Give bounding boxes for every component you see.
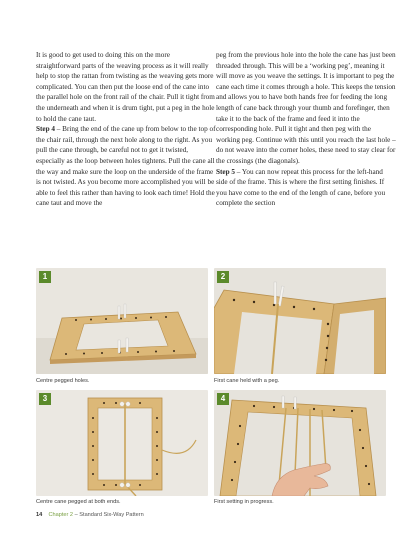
figure-number-badge: 4 xyxy=(217,393,229,405)
figure-4-caption: First setting in progress. xyxy=(214,499,274,505)
paragraph: peg from the previous hole into the hole the cane has just been threaded through. This will be a ‘working peg’, meaning it will move as you weave the settings. It is important to peg the cane each time it comes through a hole. This keeps the tension and allows you to have both hands free for feeding the long length of cane back through your thumb and forefinger, then take it to the back of the frame and feed it into the corresponding hole. Pull it tight and then peg with the working peg. Continue with this until you reach the last hole – do not weave into the corner holes, these need to stay clear for the crossings (the diagonals). xyxy=(216,51,396,165)
step-label: Step 5 xyxy=(216,167,235,176)
figure-3-photo xyxy=(36,390,208,496)
figure-1-illustration xyxy=(36,268,208,374)
figure-3-caption: Centre cane pegged at both ends. xyxy=(36,499,121,505)
chapter-title: Standard Six-Way Pattern xyxy=(79,512,144,518)
figure-4-photo xyxy=(214,390,386,496)
figure-3-illustration xyxy=(36,390,208,496)
paragraph: It is good to get used to doing this on the more straightforward parts of the weaving process as it will really help to stop the rattan from twisting as the weaving gets more complicated. You can then put the loose end of the cane into the parallel hole on the front rail of the chair. Pull it tight from the underneath and when it is drum tight, put a peg in the hole to hold the cane taut. xyxy=(36,51,215,123)
text-column-left xyxy=(36,50,216,209)
page-footer xyxy=(36,512,144,518)
paragraph-step-5 xyxy=(216,167,396,209)
figure-number-badge: 3 xyxy=(39,393,51,405)
figure-2-photo xyxy=(214,268,386,374)
figure-number-badge: 2 xyxy=(217,271,229,283)
figure-1-photo xyxy=(36,268,208,374)
chapter-label: Chapter 2 xyxy=(48,512,74,518)
text-column-right xyxy=(216,50,396,209)
figure-4-illustration xyxy=(214,390,386,496)
figure-number-badge: 1 xyxy=(39,271,51,283)
paragraph-step-4 xyxy=(36,124,216,209)
step-text: – You can now repeat this process for the left-hand side of the frame. This is where the first setting finishes. If you have come to the end of the length of cane, before you complete the section xyxy=(216,167,386,208)
footer-separator: – xyxy=(73,512,80,518)
page-number: 14 xyxy=(36,512,43,518)
figure-2-caption: First cane held with a peg. xyxy=(214,378,280,384)
step-label: Step 4 xyxy=(36,125,55,134)
figure-1-caption: Centre pegged holes. xyxy=(36,378,90,384)
figure-2-illustration xyxy=(214,268,386,374)
step-text: – Bring the end of the cane up from below to the top of the chair rail, through the next hole along to the right. As you pull the cane through, be careful not to get it twisted, especially as the loop between holes tightens. Pull the cane all the way and make sure the loop on the underside of the frame is not twisted. As you become more accomplished you will be able to feel this rather than having to look each time! Hold the cane taut and move the xyxy=(36,125,216,208)
